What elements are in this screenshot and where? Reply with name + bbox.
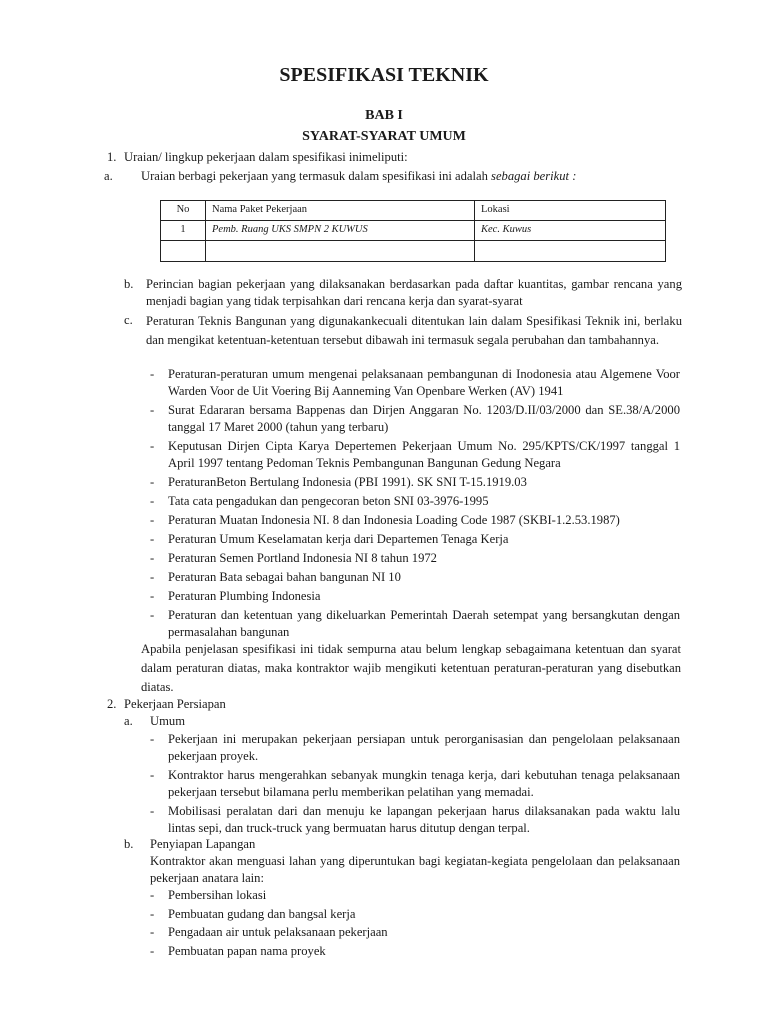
table-header-row: [161, 201, 666, 221]
list-item: - Pembuatan papan nama proyek: [148, 943, 680, 960]
item-b-label: b.: [124, 277, 134, 291]
item-c-label: c.: [124, 313, 133, 327]
list-item: - Surat Edararan bersama Bappenas dan Dirjen Anggaran No. 1203/D.II/03/2000 dan SE.38/A/2000 tanggal 17 Maret 2000 (tahun yang terbaru): [148, 402, 680, 436]
closing-paragraph: Apabila penjelasan spesifikasi ini tidak sempurna atau belum lengkap sebagaimana ketentuan dan syarat dalam peraturan diatas, maka kontraktor wajib mengikuti ketentuan peraturan-peraturan yang disebutkan diatas.: [141, 642, 681, 694]
table-cell-paket: Pemb. Ruang UKS SMPN 2 KUWUS: [206, 221, 475, 241]
table-row: [161, 241, 666, 262]
table-cell-no: 1: [161, 221, 206, 241]
list-item: - Peraturan Muatan Indonesia NI. 8 dan Indonesia Loading Code 1987 (SKBI-1.2.53.1987): [148, 512, 680, 529]
paket-table: [160, 200, 666, 262]
peraturan-list: [148, 366, 680, 643]
item-2b-heading: Penyiapan Lapangan: [150, 837, 256, 851]
item-a-label: a.: [104, 169, 113, 183]
item-2b-label: b.: [124, 837, 134, 851]
chapter-title: SYARAT-SYARAT UMUM: [302, 129, 466, 144]
list-item: - Pembuatan gudang dan bangsal kerja: [148, 906, 680, 923]
item-c-text: Peraturan Teknis Bangunan yang digunakankecuali ditentukan lain dalam Spesifikasi Teknik ini, berlaku dan mengikat ketentuan-ketentuan tersebut dibawah ini termasuk segala perubahan dan tambahannya.: [146, 314, 682, 347]
table-header-lokasi: Lokasi: [475, 201, 666, 221]
list-item: - Peraturan Plumbing Indonesia: [148, 588, 680, 605]
table-header-no: No: [161, 201, 206, 221]
list-item: - Pekerjaan ini merupakan pekerjaan persiapan untuk perorganisasian dan pengelolaan pelaksanaan pekerjaan proyek.: [148, 731, 680, 765]
list-item: - PeraturanBeton Bertulang Indonesia (PBI 1991). SK SNI T-15.1919.03: [148, 474, 680, 491]
section-2-heading: Pekerjaan Persiapan: [124, 697, 226, 711]
item-a-text: [141, 168, 576, 185]
section-1-number: 1.: [107, 150, 117, 164]
item-2a-label: a.: [124, 714, 133, 728]
list-item: - Pengadaan air untuk pelaksanaan pekerjaan: [148, 924, 680, 941]
table-cell-paket: [206, 241, 475, 262]
list-item: - Mobilisasi peralatan dari dan menuju ke lapangan pekerjaan harus dilaksanakan pada waktu lalu lintas sepi, dan truck-truck yang bermuatan harus ditutup dengan terpal.: [148, 803, 680, 837]
list-item: - Peraturan Semen Portland Indonesia NI 8 tahun 1972: [148, 550, 680, 567]
section-2-number: 2.: [107, 697, 117, 711]
list-item: - Peraturan Bata sebagai bahan bangunan NI 10: [148, 569, 680, 586]
item-2a-heading: Umum: [150, 714, 185, 728]
list-item: - Pembersihan lokasi: [148, 887, 680, 904]
section-1-heading: Uraian/ lingkup pekerjaan dalam spesifikasi inimeliputi:: [124, 150, 408, 164]
list-item: - Kontraktor harus mengerahkan sebanyak mungkin tenaga kerja, dari kebutuhan tenaga pelaksanaan pekerjaan tersebut bilamana perlu memberikan pelatihan yang memadai.: [148, 767, 680, 801]
chapter-label: BAB I: [365, 108, 403, 123]
table-row: [161, 221, 666, 241]
table-cell-lokasi: Kec. Kuwus: [475, 221, 666, 241]
umum-list: [148, 731, 680, 839]
document-title: SPESIFIKASI TEKNIK: [279, 64, 489, 86]
table-cell-no: [161, 241, 206, 262]
list-item: - Tata cata pengadukan dan pengecoran beton SNI 03-3976-1995: [148, 493, 680, 510]
list-item: - Keputusan Dirjen Cipta Karya Depertemen Pekerjaan Umum No. 295/KPTS/CK/1997 tanggal 1 April 1997 tentang Pedoman Teknis Pembangunan Bangunan Gedung Negara: [148, 438, 680, 472]
table-cell-lokasi: [475, 241, 666, 262]
table-header-paket: Nama Paket Pekerjaan: [206, 201, 475, 221]
lapangan-list: [148, 887, 680, 961]
item-a-text-italic: sebagai berikut :: [491, 169, 577, 183]
list-item: - Peraturan dan ketentuan yang dikeluarkan Pemerintah Daerah setempat yang bersangkutan dengan permasalahan bangunan: [148, 607, 680, 641]
item-a-text-regular: Uraian berbagi pekerjaan yang termasuk dalam spesifikasi ini adalah: [141, 169, 492, 183]
list-item: - Peraturan Umum Keselamatan kerja dari Departemen Tenaga Kerja: [148, 531, 680, 548]
list-item: - Peraturan-peraturan umum mengenai pelaksanaan pembangunan di Inodonesia atau Algemene Voor Warden Voor de Uit Voering Bij Aanneming Van Openbare Werken (AV) 1941: [148, 366, 680, 400]
item-b-text: Perincian bagian pekerjaan yang dilaksanakan berdasarkan pada daftar kuantitas, gambar rencana yang menjadi bagian yang tidak terpisahkan dari rencana kerja dan syarat-syarat: [146, 277, 682, 308]
item-2b-text: Kontraktor akan menguasi lahan yang diperuntukan bagi kegiatan-kegiata pengelolaan dan pelaksanaan pekerjaan anatara lain:: [150, 854, 680, 885]
